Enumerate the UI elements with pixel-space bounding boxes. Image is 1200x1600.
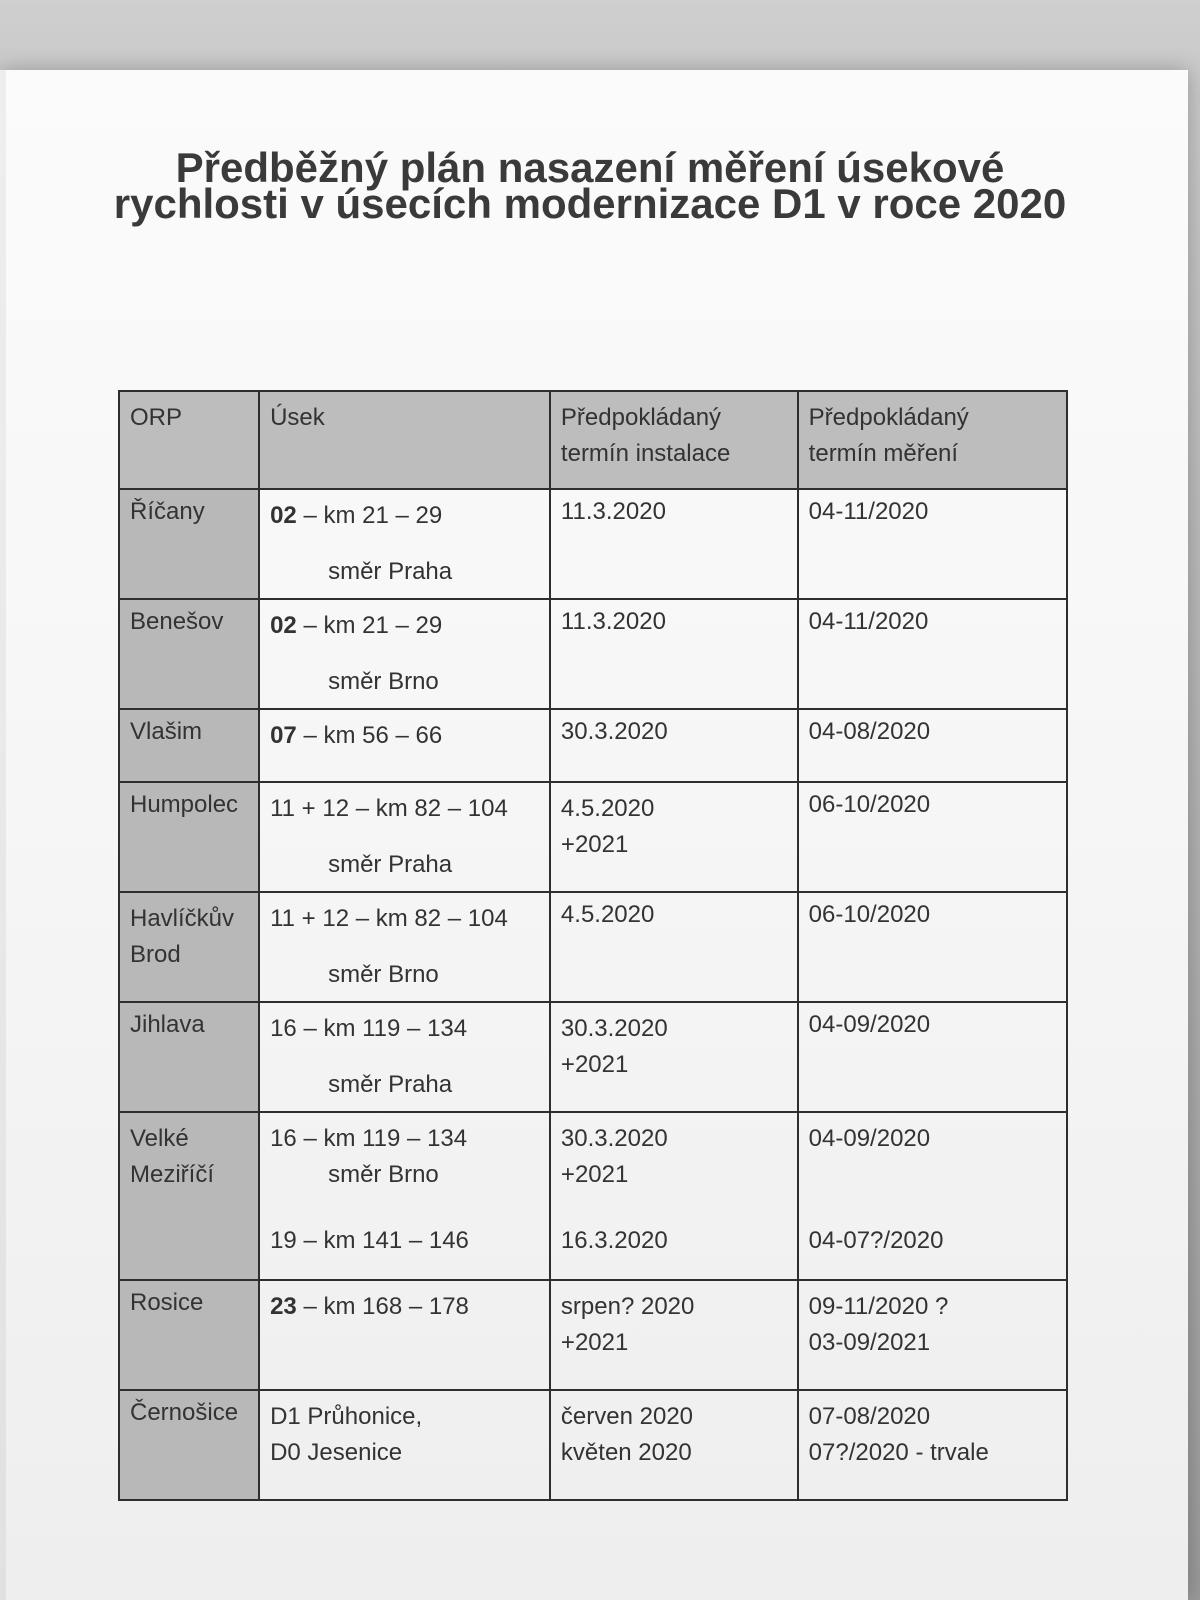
orp-cell: Říčany [119,489,259,599]
deployment-plan-table [118,390,1068,1501]
header-usek: Úsek [259,391,550,489]
instalace-cell: 30.3.2020 +2021 16.3.2020 [550,1112,798,1280]
instalace-cell: 11.3.2020 [550,599,798,709]
orp-cell: Vlašim [119,709,259,782]
usek-cell: D1 Průhonice, D0 Jesenice [259,1390,550,1500]
mereni-cell: 04-11/2020 [798,489,1067,599]
orp-cell: Rosice [119,1280,259,1390]
usek-cell: 11 + 12 – km 82 – 104 směr Praha [259,782,550,892]
usek-cell: 16 – km 119 – 134 směr Praha [259,1002,550,1112]
header-mereni: Předpokládaný termín měření [798,391,1067,489]
orp-cell: Černošice [119,1390,259,1500]
table-row [119,1390,1067,1500]
instalace-cell: 11.3.2020 [550,489,798,599]
table-row [119,709,1067,782]
usek-cell: 16 – km 119 – 134 směr Brno 19 – km 141 – 146 [259,1112,550,1280]
mereni-cell: 04-09/2020 04-07?/2020 [798,1112,1067,1280]
instalace-cell: 30.3.2020 +2021 [550,1002,798,1112]
mereni-cell: 06-10/2020 [798,892,1067,1002]
orp-cell: Havlíčkův Brod [119,892,259,1002]
table-row [119,782,1067,892]
table-row [119,1002,1067,1112]
mereni-cell: 04-11/2020 [798,599,1067,709]
orp-cell: Humpolec [119,782,259,892]
instalace-cell: 30.3.2020 [550,709,798,782]
title-line-1: Předběžný plán nasazení měření úsekové [175,144,1005,191]
orp-cell: Jihlava [119,1002,259,1112]
usek-cell: 02 – km 21 – 29 směr Praha [259,489,550,599]
usek-cell: 23 – km 168 – 178 [259,1280,550,1390]
paper-edge-shadow [0,70,6,1600]
mereni-cell: 09-11/2020 ? 03-09/2021 [798,1280,1067,1390]
mereni-cell: 06-10/2020 [798,782,1067,892]
table-row [119,1112,1067,1280]
instalace-cell: 4.5.2020 [550,892,798,1002]
header-instalace: Předpokládaný termín instalace [550,391,798,489]
table-row [119,892,1067,1002]
table-row [119,1280,1067,1390]
orp-cell: Velké Meziříčí [119,1112,259,1280]
orp-cell: Benešov [119,599,259,709]
instalace-cell: 4.5.2020 +2021 [550,782,798,892]
header-orp: ORP [119,391,259,489]
mereni-cell: 04-09/2020 [798,1002,1067,1112]
usek-cell: 11 + 12 – km 82 – 104 směr Brno [259,892,550,1002]
usek-cell: 02 – km 21 – 29 směr Brno [259,599,550,709]
title-line-2: rychlosti v úsecích modernizace D1 v roce 2020 [113,180,1067,227]
usek-cell: 07 – km 56 – 66 [259,709,550,782]
instalace-cell: srpen? 2020 +2021 [550,1280,798,1390]
table-row [119,599,1067,709]
mereni-cell: 04-08/2020 [798,709,1067,782]
table-row [119,489,1067,599]
instalace-cell: červen 2020 květen 2020 [550,1390,798,1500]
mereni-cell: 07-08/2020 07?/2020 - trvale [798,1390,1067,1500]
document-title [90,144,1090,227]
table-header-row [119,391,1067,489]
